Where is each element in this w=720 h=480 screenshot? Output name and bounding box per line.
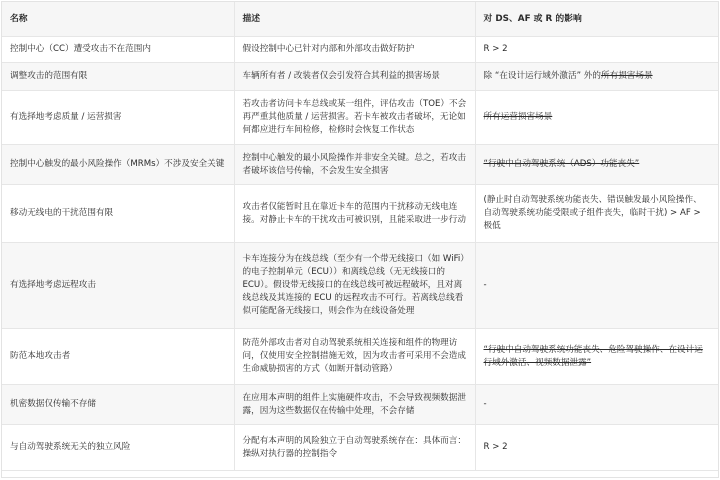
row-impact <box>475 385 718 425</box>
impact-struck-text: 所有损害场景 <box>601 71 653 81</box>
row-description: 在应用本声明的组件上实施硬件攻击，不会导致视频数据泄露，因为这些数据仅在传输中处理，不会存储 <box>234 385 475 425</box>
table-row <box>2 425 718 471</box>
impact-text: 除 “在设计运行域外激活” 外的 <box>483 71 601 81</box>
row-impact <box>475 145 718 185</box>
table-header-row <box>2 2 718 37</box>
row-name: 调整攻击的范围有限 <box>2 63 234 91</box>
row-impact <box>475 91 718 145</box>
row-name: 移动无线电的干扰范围有限 <box>2 185 234 243</box>
impact-text: (静止时自动驾驶系统功能丧失、错误触发最小风险操作、自动驾驶系统功能受限或子组件丧失，临时干扰) > AF > 极低 <box>483 195 702 231</box>
impact-text: R > 2 <box>483 442 508 452</box>
table-row <box>2 385 718 425</box>
assumptions-table-container <box>1 1 719 478</box>
table-row <box>2 329 718 385</box>
header-name: 名称 <box>2 2 234 37</box>
row-name: 有选择地考虑质量 / 运营损害 <box>2 91 234 145</box>
row-description: 防范外部攻击者对自动驾驶系统相关连接和组件的物理访问，仅使用安全控制措施无效，因为攻击者可采用不会造成生命威胁损害的方式（如断开制动管路） <box>234 329 475 385</box>
row-description: 卡车连接分为在线总线（至少有一个带无线接口（如 WiFi）的电子控制单元（ECU））和离线总线（无无线接口的 ECU）。假设带无线接口的在线总线可被远程破坏，且对离线总线及其连接的 ECU 的远程攻击不可行。若离线总线看似可能配备无线接口，则会作为在线设备处理 <box>234 243 475 329</box>
row-name: 有选择地考虑远程攻击 <box>2 243 234 329</box>
impact-struck-text: “行驶中自动驾驶系统功能丧失、危险驾驶操作、在设计运行域外激活、视频数据泄露” <box>483 344 703 368</box>
table-row <box>2 185 718 243</box>
impact-struck-text: “行驶中自动驾驶系统（ADS）功能丧失” <box>483 159 640 169</box>
row-name: 防范本地攻击者 <box>2 329 234 385</box>
row-impact <box>475 329 718 385</box>
row-description: 假设控制中心已针对内部和外部攻击做好防护 <box>234 37 475 63</box>
row-description: 分配有本声明的风险独立于自动驾驶系统存在：具体而言：操纵对执行器的控制指令 <box>234 425 475 471</box>
row-name: 与自动驾驶系统无关的独立风险 <box>2 425 234 471</box>
row-impact <box>475 63 718 91</box>
impact-struck-text: 所有运营损害场景 <box>483 112 553 122</box>
header-impact: 对 DS、AF 或 R 的影响 <box>475 2 718 37</box>
assumptions-table <box>2 2 718 471</box>
row-impact <box>475 243 718 329</box>
row-name: 控制中心（CC）遭受攻击不在范围内 <box>2 37 234 63</box>
table-row <box>2 37 718 63</box>
row-impact <box>475 37 718 63</box>
impact-text: R > 2 <box>483 44 508 54</box>
row-description: 车辆所有者 / 改装者仅会引发符合其利益的损害场景 <box>234 63 475 91</box>
table-row <box>2 63 718 91</box>
impact-text: - <box>483 399 487 409</box>
row-name: 机密数据仅传输不存储 <box>2 385 234 425</box>
row-description: 控制中心触发的最小风险操作并非安全关键。总之，若攻击者破坏该信号传输，不会发生安全损害 <box>234 145 475 185</box>
header-description: 描述 <box>234 2 475 37</box>
row-impact <box>475 425 718 471</box>
row-impact <box>475 185 718 243</box>
row-description: 攻击者仅能暂时且在靠近卡车的范围内干扰移动无线电连接。对静止卡车的干扰攻击可被识别，且能采取进一步行动 <box>234 185 475 243</box>
table-row <box>2 145 718 185</box>
table-row <box>2 91 718 145</box>
row-description: 若攻击者访问卡车总线或某一组件，评估攻击（TOE）不会再严重其他质量 / 运营损害。若卡车被攻击者破坏，无论如何都应进行车间检修，检修时会恢复工作状态 <box>234 91 475 145</box>
table-row <box>2 243 718 329</box>
impact-text: - <box>483 280 487 290</box>
row-name: 控制中心触发的最小风险操作（MRMs）不涉及安全关键 <box>2 145 234 185</box>
